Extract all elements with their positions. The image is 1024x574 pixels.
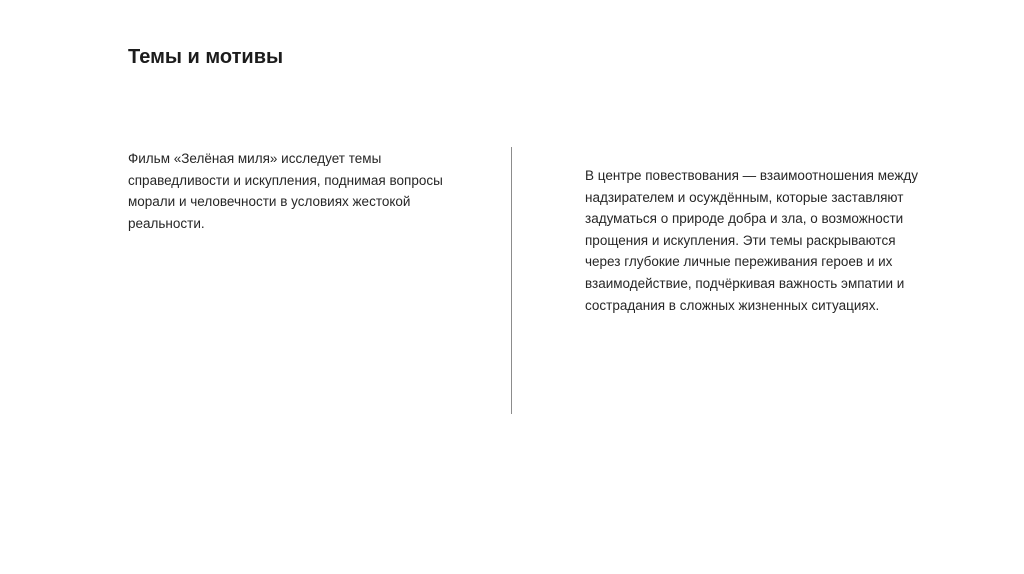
right-column-text: В центре повествования — взаимоотношения между надзирателем и осуждённым, которые заставляют задуматься о природе добра и зла, о возможности прощения и искупления. Эти темы раскрываются через глубокие личные переживания героев и их взаимодействие, подчёркивая важность эмпатии и сострадания в сложных жизненных ситуациях. <box>585 168 918 313</box>
column-divider <box>511 147 512 414</box>
left-column-text: Фильм «Зелёная миля» исследует темы справедливости и искупления, поднимая вопросы морали и человечности в условиях жестокой реальности. <box>128 151 443 231</box>
slide-title: Темы и мотивы <box>128 46 284 68</box>
